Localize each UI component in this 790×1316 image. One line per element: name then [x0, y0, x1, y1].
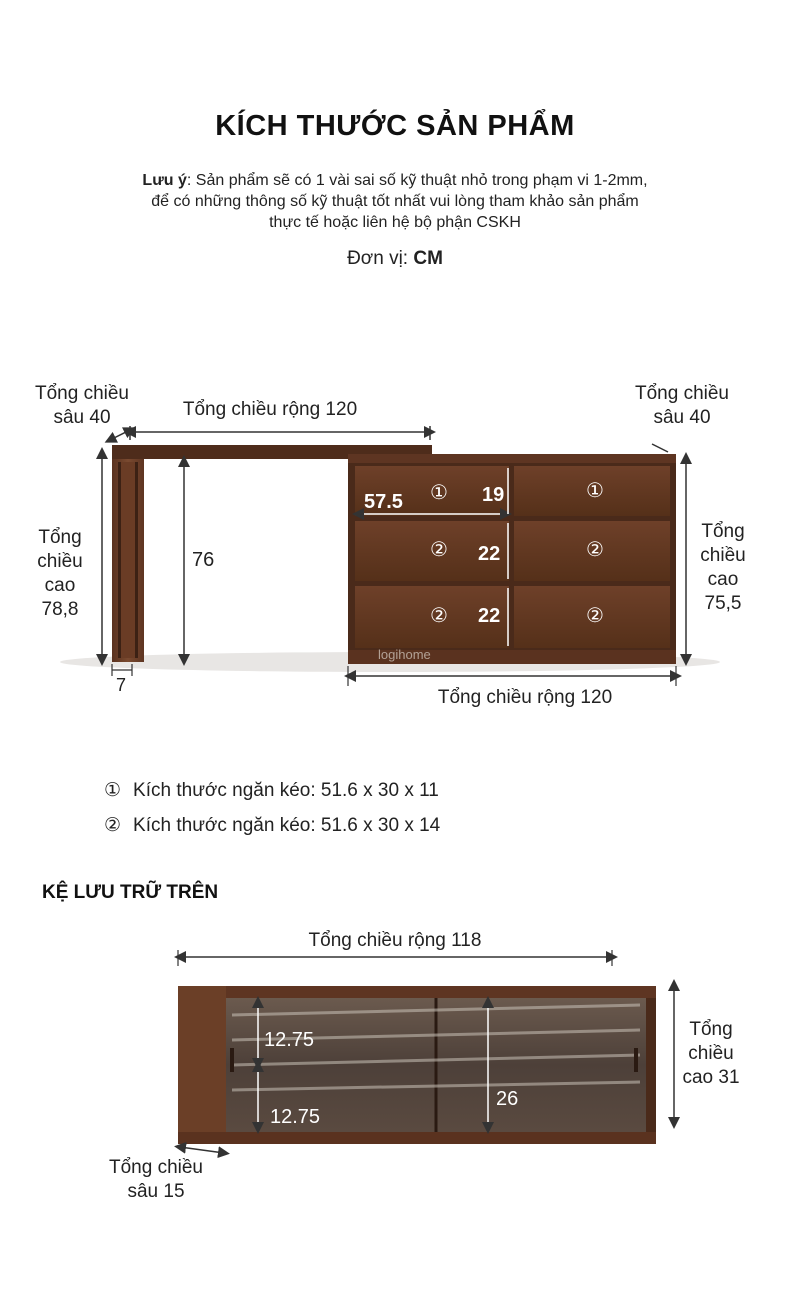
- section-title-shelf: KỆ LƯU TRỮ TRÊN: [42, 882, 219, 903]
- label-drawer-h2: 22: [478, 543, 501, 565]
- legend-text-2: Kích thước ngăn kéo: 51.6 x 30 x 14: [133, 815, 441, 836]
- legend-marker-1: ①: [104, 780, 122, 801]
- label-leg-width: 7: [116, 675, 127, 695]
- drawer-marker-3-left: ②: [430, 605, 448, 627]
- drawer-marker-1-left: ①: [430, 482, 448, 504]
- label-width-top: Tổng chiều rộng 120: [182, 399, 358, 420]
- label-depth-right: Tổng chiều sâu 40: [634, 383, 729, 428]
- legend-item-2: [104, 814, 440, 837]
- label-shelf-inner-1: 12.75: [264, 1029, 315, 1051]
- note-line-1: : Sản phẩm sẽ có 1 vài sai số kỹ thuật nhỏ trong phạm vi 1-2mm,: [186, 172, 648, 189]
- label-drawer-width: 57.5: [364, 491, 403, 513]
- label-shelf-inner-3: 26: [496, 1088, 519, 1110]
- label-height-left: Tổng chiều cao 78,8: [37, 527, 83, 620]
- page-title: KÍCH THƯỚC SẢN PHẨM: [215, 110, 575, 142]
- drawer-marker-2-left: ②: [430, 539, 448, 561]
- label-drawer-h3: 22: [478, 605, 501, 627]
- label-drawer-h1: 19: [482, 484, 505, 506]
- note-label: Lưu ý: [142, 172, 187, 189]
- label-shelf-depth: Tổng chiều sâu 15: [108, 1157, 203, 1202]
- legend-text-1: Kích thước ngăn kéo: 51.6 x 30 x 11: [133, 780, 439, 801]
- drawer-marker-1-right: ①: [586, 480, 604, 502]
- shelf-top: [178, 986, 656, 998]
- handle-right: [634, 1048, 638, 1072]
- label-shelf-height: Tổng chiều cao 31: [682, 1019, 740, 1088]
- label-depth-left: Tổng chiều sâu 40: [34, 383, 129, 428]
- label-leg-height: 76: [192, 549, 215, 571]
- label-shelf-inner-2: 12.75: [270, 1106, 321, 1128]
- label-height-right: Tổng chiều cao 75,5: [700, 521, 746, 614]
- cabinet-top: [348, 454, 676, 463]
- shelf-side-left: [178, 986, 226, 1144]
- unit-value: CM: [413, 248, 443, 269]
- dim-depth-left: [110, 430, 130, 440]
- shelf-bottom: [178, 1132, 656, 1144]
- unit-label: Đơn vị: CM: [347, 248, 443, 269]
- drawer-marker-2-right: ②: [586, 539, 604, 561]
- label-width-bottom: Tổng chiều rộng 120: [437, 687, 613, 708]
- dim-shelf-depth: [180, 1147, 224, 1153]
- legend-item-1: [104, 779, 439, 802]
- label-shelf-width: Tổng chiều rộng 118: [308, 930, 482, 951]
- dim-depth-right: [652, 444, 668, 452]
- drawer-marker-3-right: ②: [586, 605, 604, 627]
- handle-left: [230, 1048, 234, 1072]
- watermark: logihome: [378, 647, 431, 662]
- legend-marker-2: ②: [104, 815, 122, 836]
- note-line-2: để có những thông số kỹ thuật tốt nhất vui lòng tham khảo sản phẩm: [151, 193, 639, 210]
- note-line-3: thực tế hoặc liên hệ bộ phận CSKH: [269, 214, 521, 231]
- desk-leg-face: [121, 462, 135, 658]
